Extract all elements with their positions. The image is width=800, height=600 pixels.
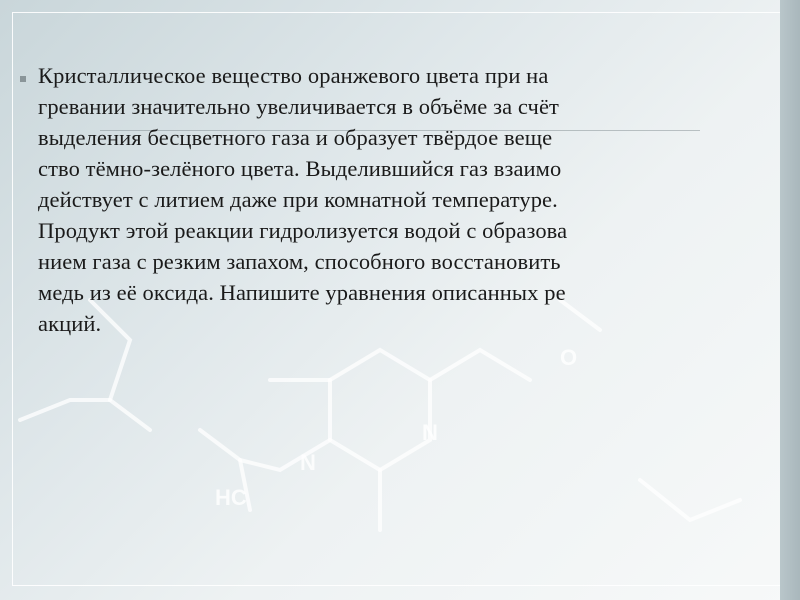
molecule-label-o: O [560, 345, 578, 370]
slide-right-edge [780, 0, 800, 600]
molecule-label-n2: N [422, 420, 438, 445]
slide-content [20, 60, 770, 339]
task-text: Кристаллическое вещество оранжевого цвета при на гревании значительно увеличивается в объёме за счёт выделения бесцветного газа и образует твёрдое веще ство тёмно-зелёного цвета. Выделившийся газ взаимо действует с литием даже при комнатной температуре. Продукт этой реакции гидролизуется водой с образова нием газа с резким запахом, способного восстановить медь из её оксида. Напишите уравнения описанных ре акций. [38, 63, 568, 336]
molecule-label-hc: HC [215, 485, 247, 510]
bullet-marker [20, 76, 26, 82]
molecule-label-n1: N [300, 450, 316, 475]
